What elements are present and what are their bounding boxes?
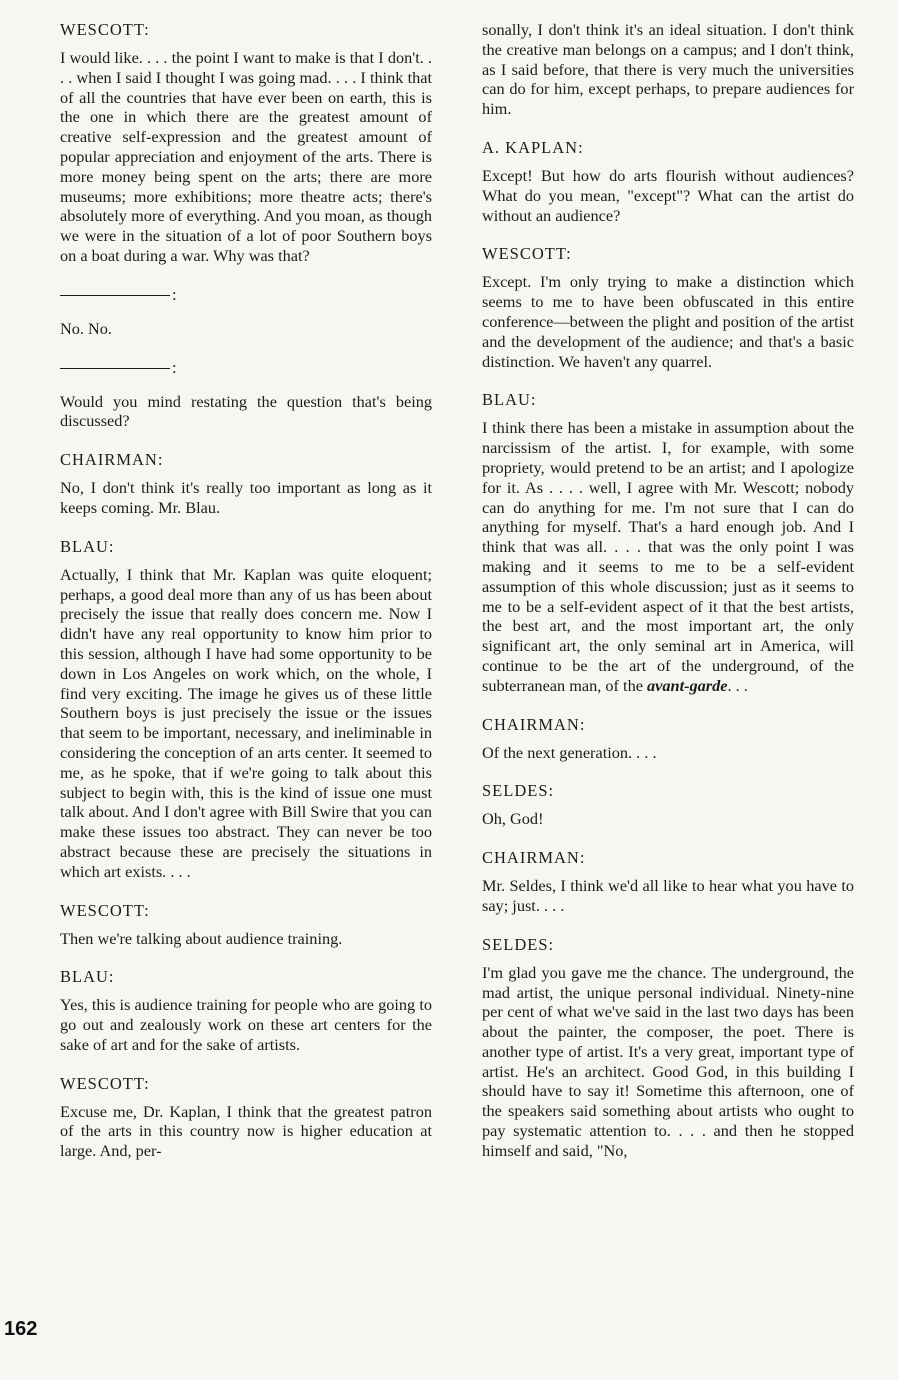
speaker-label: BLAU: [60,967,115,987]
speech-text: Mr. Seldes, I think we'd all like to hear what you have to say; just. . . . [482,876,854,915]
unnamed-speaker: : [60,285,432,305]
speech-text: sonally, I don't think it's an ideal situation. I don't think the creative man belongs on a campus; and I don't think, as I said before, that there is very much the universities can do for him, except perhaps, to prepare audiences for him. [482,20,854,119]
speaker-label: WESCOTT: [482,244,572,264]
speaker-label: A. KAPLAN: [482,137,584,157]
speech-text: Of the next generation. . . . [482,742,657,762]
speaker-label: CHAIRMAN: [60,450,164,470]
page-number: 162 [4,1318,38,1340]
speech-text: Then we're talking about audience training. [60,928,343,948]
speaker-label: WESCOTT: [60,900,150,920]
speech-text: Excuse me, Dr. Kaplan, I think that the greatest patron of the arts in this country now is higher education at large. And, per- [60,1101,432,1161]
speech-text: Yes, this is audience training for people who are going to go out and zealously work on these art centers for the sake of art and for the sake of artists. [60,995,432,1054]
speech-text: Oh, God! [482,809,544,829]
left-column [60,20,432,1180]
speaker-dash [60,295,170,296]
speaker-label: SELDES: [482,781,555,801]
speech-text: No. No. [60,318,113,338]
speaker-label: WESCOTT: [60,20,150,39]
speech-text: I'm glad you gave me the chance. The underground, the mad artist, the unique personal individual. Ninety-nine per cent of what we've said in the last two days has been about the painter, the composer, the poet. There is another type of artist. It's a very great, important type of artist. He's an architect. Good God, in this building I should have to say it! Sometime this afternoon, one of the speakers said something about artists who ought to pay systematic attention to. . . . and then he stopped himself and said, "No, [482,962,854,1160]
emphasis-text: avant-garde [647,675,728,695]
speech-text: Except! But how do arts flourish without audiences? What do you mean, "except"? What can the artist do without an audience? [482,165,854,225]
speech-text: No, I don't think it's really too important as long as it keeps coming. Mr. Blau. [60,478,432,517]
speaker-label: CHAIRMAN: [482,848,586,868]
unnamed-speaker: : [60,358,432,378]
right-column [482,20,854,1180]
speaker-label: BLAU: [60,536,115,556]
speech-text: I think there has been a mistake in assumption about the narcissism of the artist. I, for example, with some propriety, would pretend to be an artist; and I apologize for it. As . . . . well, I agree with Mr. Wescott; nobody can do anything for me. I'm not sure that I can do anything for myself. That's a hard enough job. And I think that was all. . . . that was the only point I was making and it seems to me to be a self-evident assumption of this whole discussion; just as it seems to me to be a self-evident aspect of it that the best artists, the best art, and the most important art, the only significant art, the only seminal art in America, will continue to be the art of the underground, of the subterranean man, of the avant-garde. . . [482,418,854,695]
speaker-dash [60,368,170,369]
speaker-label: WESCOTT: [60,1073,150,1093]
speaker-label: BLAU: [482,390,537,410]
speaker-label: SELDES: [482,934,555,954]
speech-text: Except. I'm only trying to make a distinction which seems to me to have been obfuscated in this entire conference—between the plight and position of the artist and the development of the audience; and that's a basic distinction. We haven't any quarrel. [482,272,854,371]
speaker-label: CHAIRMAN: [482,714,586,734]
speech-text: Actually, I think that Mr. Kaplan was quite eloquent; perhaps, a good deal more than any of us has been about precisely the issue that really does concern me. Now I didn't have any real opportunity to know him prior to this session, although I have had some opportunity to be down in Los Angeles on work which, on the whole, I find very exciting. The image he gives us of these little Southern boys is just precisely the issue or the issues that seem to be important, necessary, and ineliminable in considering the conception of an arts center. It seemed to me, as he spoke, that if we're going to talk about this subject to begin with, this is the kind of issue one must talk about. And I don't agree with Bill Swire that you can make these issues too abstract. They can never be too abstract because these are precisely the situations in which art exists. . . . [60,564,432,881]
speech-text: Would you mind restating the question that's being discussed? [60,391,432,431]
speech-text: I would like. . . . the point I want to make is that I don't. . . . when I said I thought I was going mad. . . . I think that of all the countries that have ever been on earth, this is the one in which there are the greatest amount of creative self-expression and the greatest amount of popular appreciation and enjoyment of the arts. There is more money being spent on the arts; there are more museums; more exhibitions; more theatre acts; there's absolutely more of everything. And you moan, as though we were in the situation of a lot of poor Southern boys on a boat during a war. Why was that? [60,48,432,265]
